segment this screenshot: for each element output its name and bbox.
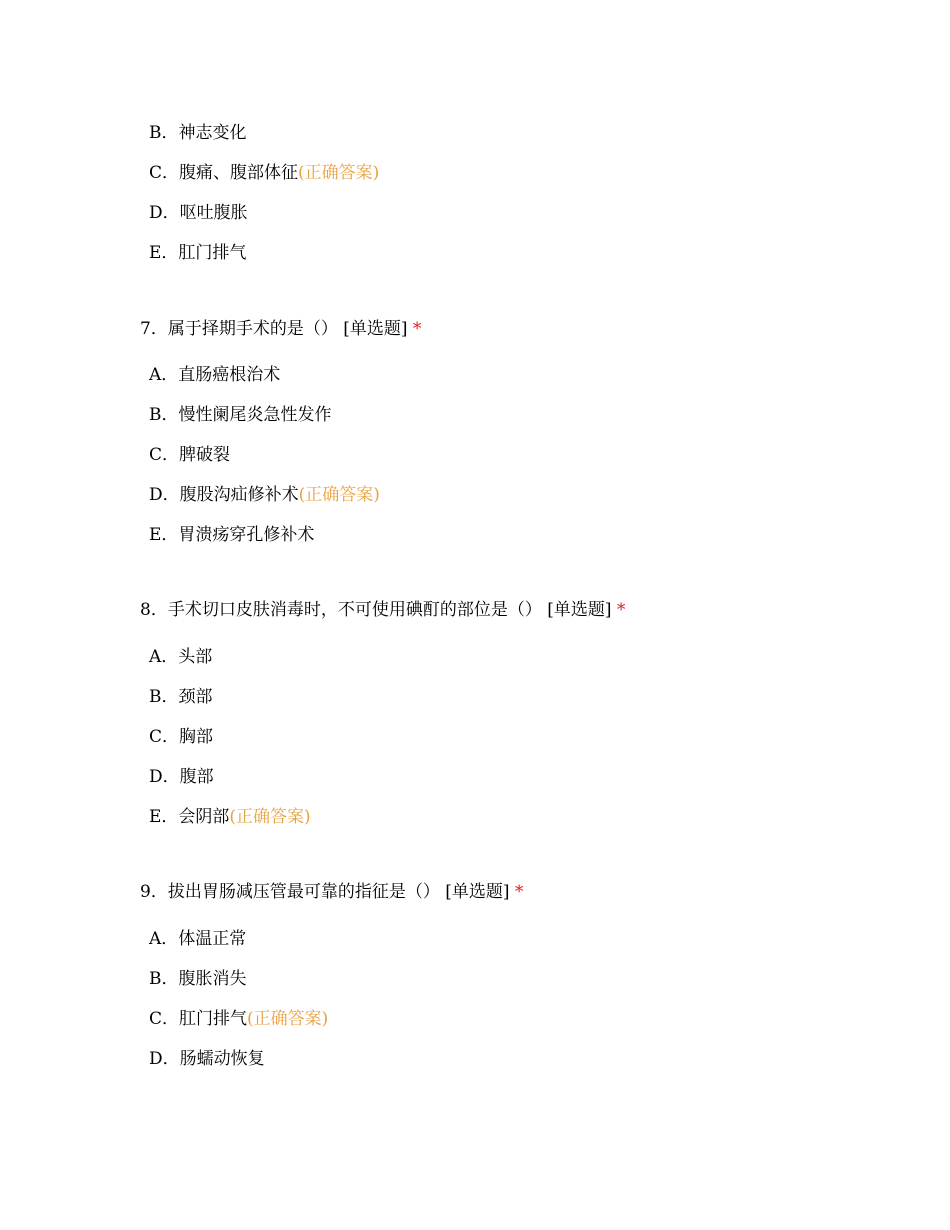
option-text: 肛门排气 <box>179 1009 248 1029</box>
option-b[interactable] <box>149 686 213 708</box>
option-letter: A． <box>149 365 179 385</box>
option-b[interactable] <box>149 968 247 990</box>
option-d[interactable] <box>149 484 380 506</box>
option-text: 慢性阑尾炎急性发作 <box>178 405 332 425</box>
option-d[interactable] <box>149 766 214 788</box>
option-text: 肠蠕动恢复 <box>179 1049 265 1069</box>
option-letter: D． <box>149 485 180 505</box>
question-stem: 属于择期手术的是（） <box>167 319 338 339</box>
correct-answer-tag: (正确答案) <box>298 485 380 505</box>
question-title <box>140 318 421 340</box>
option-text: 腹痛、腹部体征 <box>179 163 299 183</box>
option-text: 头部 <box>178 647 213 667</box>
question-title <box>140 599 625 621</box>
option-text: 呕吐腹胀 <box>179 203 248 223</box>
question-number: 7． <box>140 319 168 339</box>
required-star: * <box>412 319 422 339</box>
option-letter: B． <box>149 969 179 989</box>
option-a[interactable] <box>149 928 246 950</box>
option-text: 胸部 <box>179 727 214 747</box>
question-stem: 手术切口皮肤消毒时，不可使用碘酊的部位是（） <box>167 600 542 620</box>
option-a[interactable] <box>149 364 280 386</box>
option-letter: D． <box>149 1049 180 1069</box>
question-number: 9． <box>140 882 168 902</box>
required-star: * <box>514 882 524 902</box>
option-b[interactable] <box>149 122 247 144</box>
option-text: 体温正常 <box>178 929 247 949</box>
option-text: 腹胀消失 <box>178 969 247 989</box>
question-type: [单选题] <box>445 882 510 902</box>
option-e[interactable] <box>149 806 311 828</box>
question-stem: 拔出胃肠减压管最可靠的指征是（） <box>167 882 440 902</box>
option-c[interactable] <box>149 1008 328 1030</box>
option-text: 肛门排气 <box>178 243 247 263</box>
question-type: [单选题] <box>343 319 408 339</box>
option-text: 颈部 <box>178 687 213 707</box>
option-e[interactable] <box>149 524 314 546</box>
question-number: 8． <box>140 600 168 620</box>
option-d[interactable] <box>149 202 248 224</box>
question-title <box>140 881 523 903</box>
option-letter: D． <box>149 203 180 223</box>
option-text: 腹部 <box>179 767 214 787</box>
correct-answer-tag: (正确答案) <box>247 1009 329 1029</box>
required-star: * <box>616 600 626 620</box>
option-letter: A． <box>149 647 179 667</box>
option-text: 直肠癌根治术 <box>178 365 281 385</box>
option-letter: D． <box>149 767 180 787</box>
option-letter: B． <box>149 687 179 707</box>
option-text: 会阴部 <box>178 807 230 827</box>
option-text: 胃溃疡穿孔修补术 <box>178 525 315 545</box>
option-text: 脾破裂 <box>179 445 231 465</box>
option-letter: C． <box>149 163 180 183</box>
option-letter: E． <box>149 807 179 827</box>
option-b[interactable] <box>149 404 332 426</box>
option-a[interactable] <box>149 646 212 668</box>
question-type: [单选题] <box>547 600 612 620</box>
option-letter: C． <box>149 445 180 465</box>
option-d[interactable] <box>149 1048 265 1070</box>
option-letter: E． <box>149 525 179 545</box>
option-letter: B． <box>149 405 179 425</box>
option-letter: E． <box>149 243 179 263</box>
option-c[interactable] <box>149 726 213 748</box>
option-letter: A． <box>149 929 179 949</box>
option-text: 腹股沟疝修补术 <box>179 485 299 505</box>
option-letter: C． <box>149 727 180 747</box>
option-letter: B． <box>149 123 179 143</box>
option-text: 神志变化 <box>178 123 247 143</box>
option-c[interactable] <box>149 444 230 466</box>
correct-answer-tag: (正确答案) <box>298 163 380 183</box>
option-letter: C． <box>149 1009 180 1029</box>
option-e[interactable] <box>149 242 246 264</box>
correct-answer-tag: (正确答案) <box>229 807 311 827</box>
option-c[interactable] <box>149 162 379 184</box>
